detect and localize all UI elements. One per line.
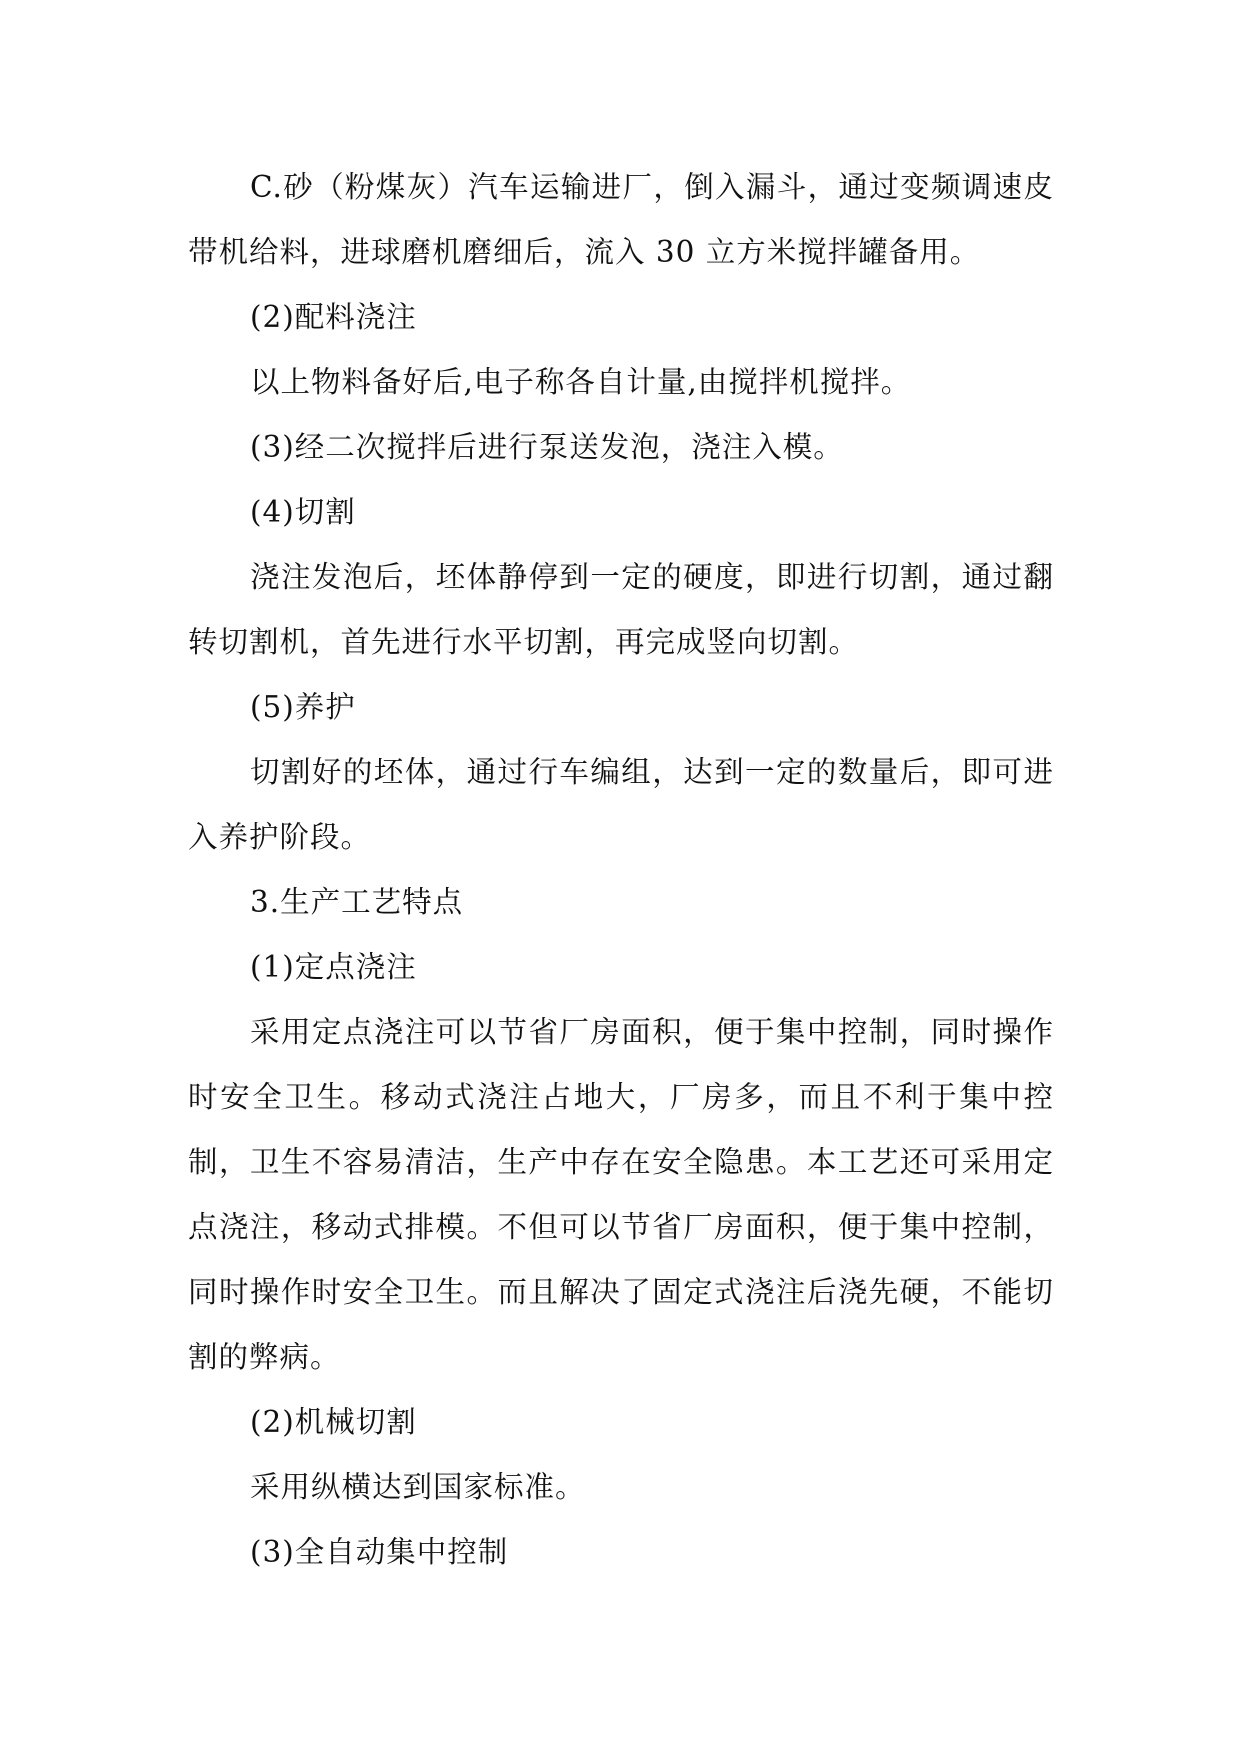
heading-automatic-control: (3)全自动集中控制 bbox=[250, 1535, 509, 1569]
paragraph-batching: 以上物料备好后,电子称各自计量,由搅拌机搅拌。 bbox=[250, 365, 912, 399]
heading-process-features: 3.生产工艺特点 bbox=[250, 885, 464, 919]
paragraph-curing: 切割好的坯体，通过行车编组，达到一定的数量后，即可进入养护阶段。 bbox=[188, 755, 1054, 854]
heading-mechanical-cutting: (2)机械切割 bbox=[250, 1405, 417, 1439]
paragraph-fixed-point-pouring: 采用定点浇注可以节省厂房面积，便于集中控制，同时操作时安全卫生。移动式浇注占地大，厂房多，而且不利于集中控制，卫生不容易清洁，生产中存在安全隐患。本工艺还可采用定点浇注，移动式排模。不但可以节省厂房面积，便于集中控制，同时操作时安全卫生。而且解决了固定式浇注后浇先硬，不能切割的弊病。 bbox=[188, 1015, 1054, 1374]
paragraph-secondary-mixing: (3)经二次搅拌后进行泵送发泡，浇注入模。 bbox=[250, 430, 844, 464]
paragraph-mechanical-cutting: 采用纵横达到国家标准。 bbox=[250, 1470, 586, 1504]
document-body bbox=[188, 155, 1054, 1585]
heading-cutting: (4)切割 bbox=[250, 495, 356, 529]
heading-fixed-point-pouring: (1)定点浇注 bbox=[250, 950, 417, 984]
heading-batching-pouring: (2)配料浇注 bbox=[250, 300, 417, 334]
paragraph-cutting: 浇注发泡后，坯体静停到一定的硬度，即进行切割，通过翻转切割机，首先进行水平切割，再完成竖向切割。 bbox=[188, 560, 1054, 659]
paragraph-sand-transport: C.砂（粉煤灰）汽车运输进厂，倒入漏斗，通过变频调速皮带机给料，进球磨机磨细后，流入 30 立方米搅拌罐备用。 bbox=[188, 170, 1054, 269]
heading-curing: (5)养护 bbox=[250, 690, 356, 724]
